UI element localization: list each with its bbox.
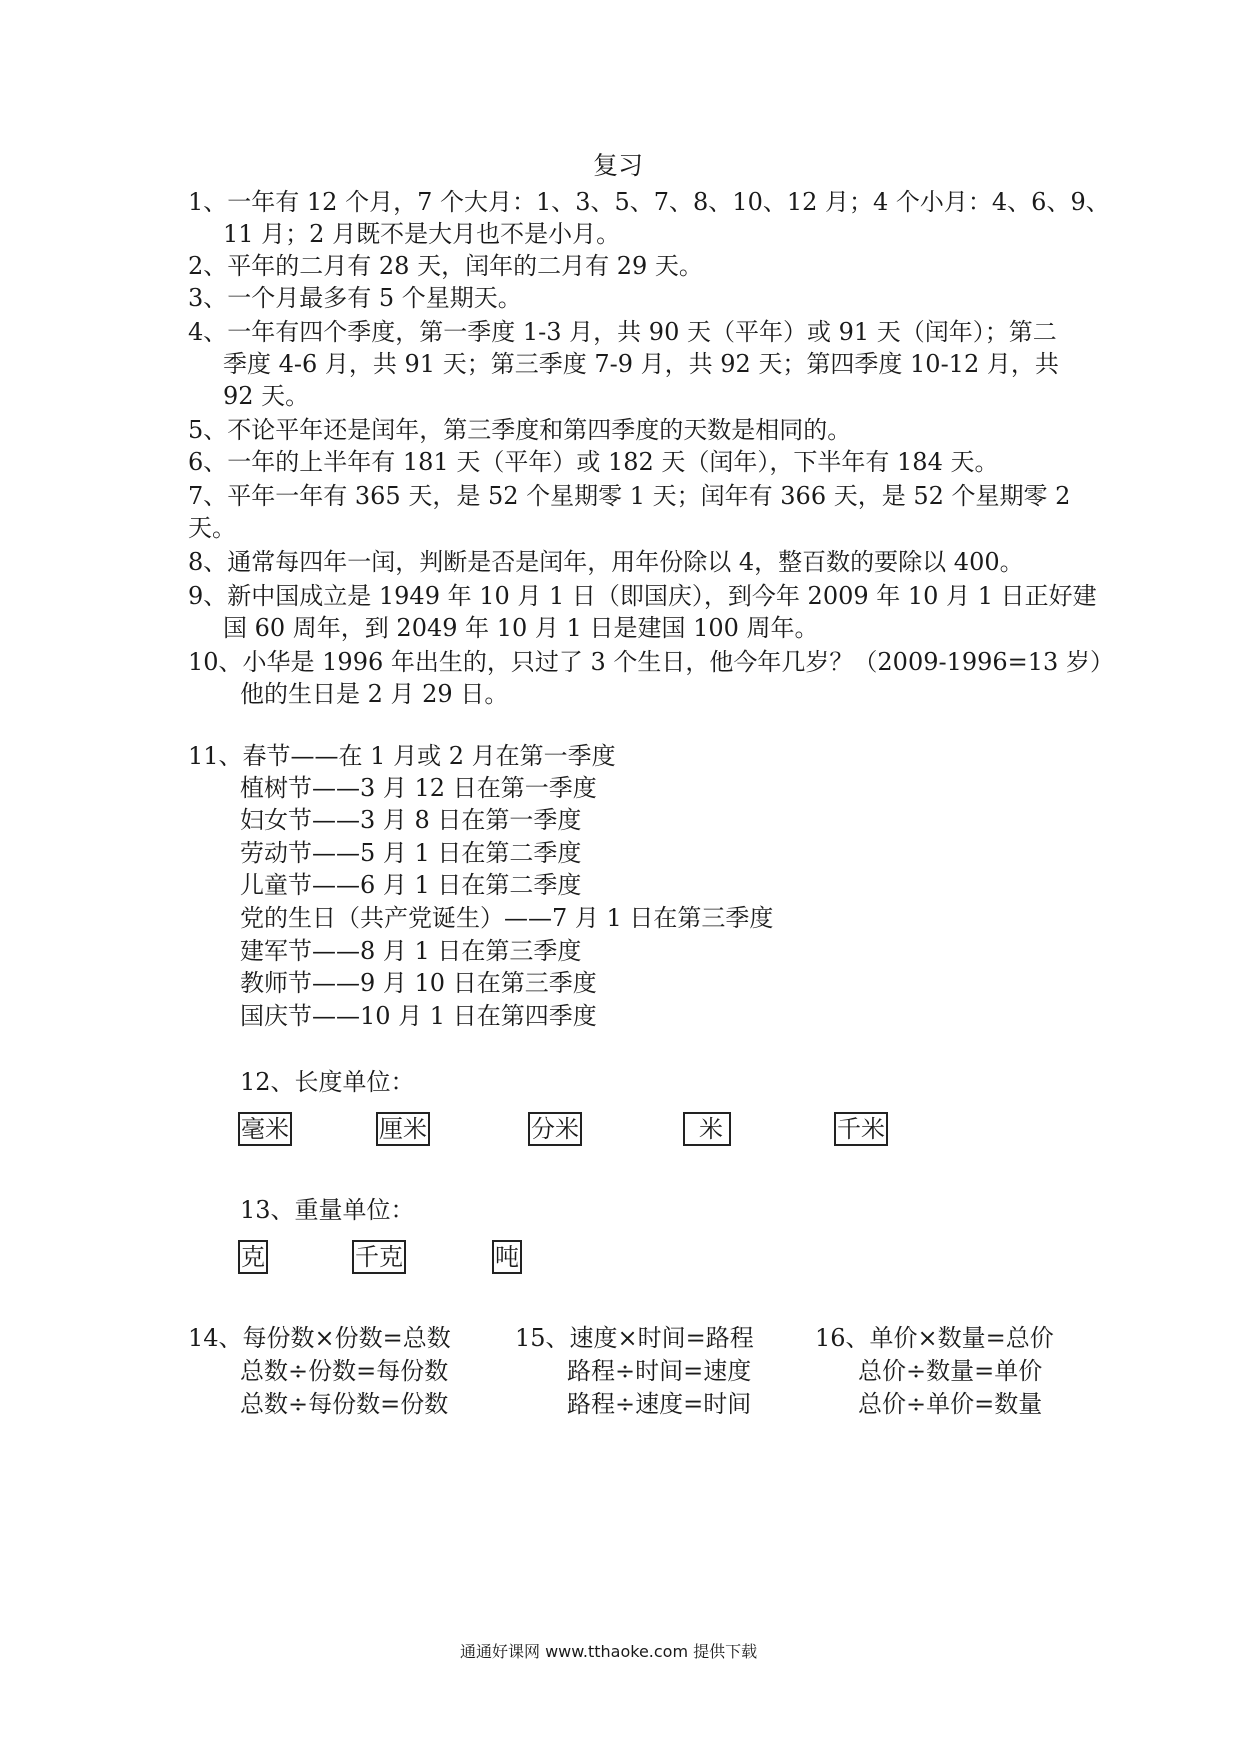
item-11-spring-festival: 11、春节——在 1 月或 2 月在第一季度 <box>188 742 616 770</box>
formula-14-line-3: 总数÷每份数=份数 <box>240 1390 449 1418</box>
item-3: 3、一个月最多有 5 个星期天。 <box>188 284 522 312</box>
item-11-party-birthday: 党的生日（共产党诞生）——7 月 1 日在第三季度 <box>240 904 774 932</box>
item-7-line-2: 天。 <box>188 514 236 542</box>
item-11-labour-day: 劳动节——5 月 1 日在第二季度 <box>240 839 582 867</box>
page-footer: 通通好课网 www.tthaoke.com 提供下载 <box>460 1642 758 1661</box>
item-11-womens-day: 妇女节——3 月 8 日在第一季度 <box>240 806 582 834</box>
unit-box-kilometer: 千米 <box>834 1112 888 1146</box>
formula-15-line-1: 15、速度×时间=路程 <box>515 1324 754 1352</box>
item-11-childrens-day: 儿童节——6 月 1 日在第二季度 <box>240 871 582 899</box>
item-1-line-2: 11 月；2 月既不是大月也不是小月。 <box>223 220 621 248</box>
item-1-line-1: 1、一年有 12 个月，7 个大月：1、3、5、7、8、10、12 月；4 个小月：4、6、9、 <box>188 188 1110 216</box>
unit-box-millimeter: 毫米 <box>238 1112 292 1146</box>
formula-14-line-2: 总数÷份数=每份数 <box>240 1357 449 1385</box>
item-5: 5、不论平年还是闰年，第三季度和第四季度的天数是相同的。 <box>188 416 852 444</box>
unit-box-decimeter: 分米 <box>528 1112 582 1146</box>
item-7-line-1: 7、平年一年有 365 天，是 52 个星期零 1 天；闰年有 366 天，是 52 个星期零 2 <box>188 482 1071 510</box>
item-11-arbor-day: 植树节——3 月 12 日在第一季度 <box>240 774 597 802</box>
length-units-heading: 12、长度单位： <box>240 1068 415 1096</box>
unit-box-kilogram: 千克 <box>352 1240 406 1274</box>
item-9-line-1: 9、新中国成立是 1949 年 10 月 1 日（即国庆），到今年 2009 年 10 月 1 日正好建 <box>188 582 1097 610</box>
unit-box-centimeter: 厘米 <box>376 1112 430 1146</box>
formula-15-line-3: 路程÷速度=时间 <box>567 1390 752 1418</box>
unit-box-gram: 克 <box>238 1240 268 1274</box>
item-9-line-2: 国 60 周年，到 2049 年 10 月 1 日是建国 100 周年。 <box>223 614 819 642</box>
item-11-teachers-day: 教师节——9 月 10 日在第三季度 <box>240 969 597 997</box>
item-4-line-2: 季度 4-6 月，共 91 天；第三季度 7-9 月，共 92 天；第四季度 10-12 月，共 <box>223 350 1059 378</box>
formula-16-line-3: 总价÷单价=数量 <box>858 1390 1043 1418</box>
item-6: 6、一年的上半年有 181 天（平年）或 182 天（闰年），下半年有 184 天。 <box>188 448 999 476</box>
formula-16-line-1: 16、单价×数量=总价 <box>815 1324 1054 1352</box>
weight-units-heading: 13、重量单位： <box>240 1196 415 1224</box>
item-4-line-1: 4、一年有四个季度，第一季度 1-3 月，共 90 天（平年）或 91 天（闰年）；第二 <box>188 318 1057 346</box>
formula-16-line-2: 总价÷数量=单价 <box>858 1357 1043 1385</box>
item-4-line-3: 92 天。 <box>223 382 310 410</box>
item-2: 2、平年的二月有 28 天，闰年的二月有 29 天。 <box>188 252 703 280</box>
formula-15-line-2: 路程÷时间=速度 <box>567 1357 752 1385</box>
item-10-line-1: 10、小华是 1996 年出生的，只过了 3 个生日，他今年几岁？（2009-1996=13 岁） <box>188 648 1114 676</box>
item-8: 8、通常每四年一闰，判断是否是闰年，用年份除以 4，整百数的要除以 400。 <box>188 548 1024 576</box>
unit-box-meter: 米 <box>683 1112 731 1146</box>
unit-box-ton: 吨 <box>492 1240 522 1274</box>
page-title: 复习 <box>593 151 644 180</box>
item-11-army-day: 建军节——8 月 1 日在第三季度 <box>240 937 582 965</box>
item-11-national-day: 国庆节——10 月 1 日在第四季度 <box>240 1002 597 1030</box>
formula-14-line-1: 14、每份数×份数=总数 <box>188 1324 451 1352</box>
item-10-line-2: 他的生日是 2 月 29 日。 <box>240 680 509 708</box>
